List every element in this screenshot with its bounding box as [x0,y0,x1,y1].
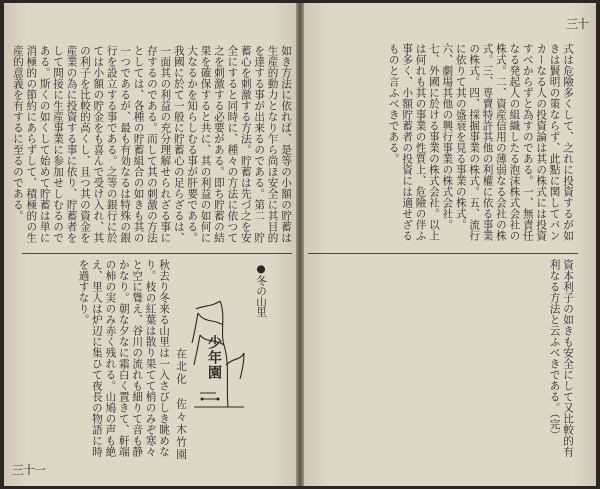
right-bottom-text: 資本利子の如きも安全にして又比較的有利なる方法と云ふべきである。（完） [548,259,574,457]
left-divider [22,253,292,254]
page-right [304,3,596,486]
poem-title: ●冬の山里 [255,263,267,318]
poem-author: 在北化 佐々木竹園 [175,348,187,462]
poem-heading: 少年園 [206,335,222,380]
right-divider [308,253,578,254]
poem-body: 秋去り冬来る山里は一入さびしき眺めなり。枝の紅葉は散り果てて梢のみぞ寒々と空に聳え、谷川の流れも細りて音も静かなり。朝な夕なに霜白く置きて、軒端の柿の実のみ赤く残れる。山鳩の声も絶え、里人は炉辺に集ひて夜長の物語に時を過すなり。 [77,259,170,457]
right-page-number: 三十 [566,17,589,31]
left-top-text: 如き方法に依れば、是等の小額の貯蓄は生産的動力となり乍ら尚ほ安全に其目的を達する事が出来るのである。第二 貯蓄心を刺激する方法。貯蓄は先づ之を安全にすると同時に、種々の方法に依つて之を刺激する必要がある。即ち貯蓄の結果を確保すると共に、其の利益の如何に大なるかを知らしむる事が肝要である。我國に於て一般に貯蓄心の足らざるは、一面其の利益の充分理解せられざる事に存するのである。而して其の刺激の方法としては、各種の貯蓄組合の如きも其の一つであるが、最も有効なるは特殊の銀行を設立する事である。之等の銀行に於ては小額の貯金をも喜んで受け入れ、其の利子を比較的高くし、且つ其の資金を産業の為に投資する事に依り、貯蓄者をして間接に生産事業に参加せしむるのである。斯くの如くして始めて貯蓄は単に消極的の節約にあらずして、積極的の生産的意義を有するに至るのである。 [11,45,292,243]
left-page-number: 三十一 [12,463,46,477]
book-spread [4,3,596,486]
page-left [4,3,296,486]
right-top-text: 式は危險多くして、之れに投資するが如きは賢明の策ならず、此點に関してバンカーなる人の投資論は其の株式には投資すべからずと為すのである。一、無責任なる発起人の組織したる泡沫株式会社の株式。二、資産信用の薄弱なる会社の株式。三、専賣特許其他の利權に依る事業の株式。四、採掘事業の株式。五、流行に依りて其の盛衰を見る事業の株式。六、劇場其他の興行事業の株式会社。七、外國に於ける事業の株式会社。以上は何れも其の事業の性質上、危險の伴ふ事多く、小額貯蓄者の投資には適せざるものと言ふべきである。 [387,43,574,241]
book-gutter [296,3,304,486]
